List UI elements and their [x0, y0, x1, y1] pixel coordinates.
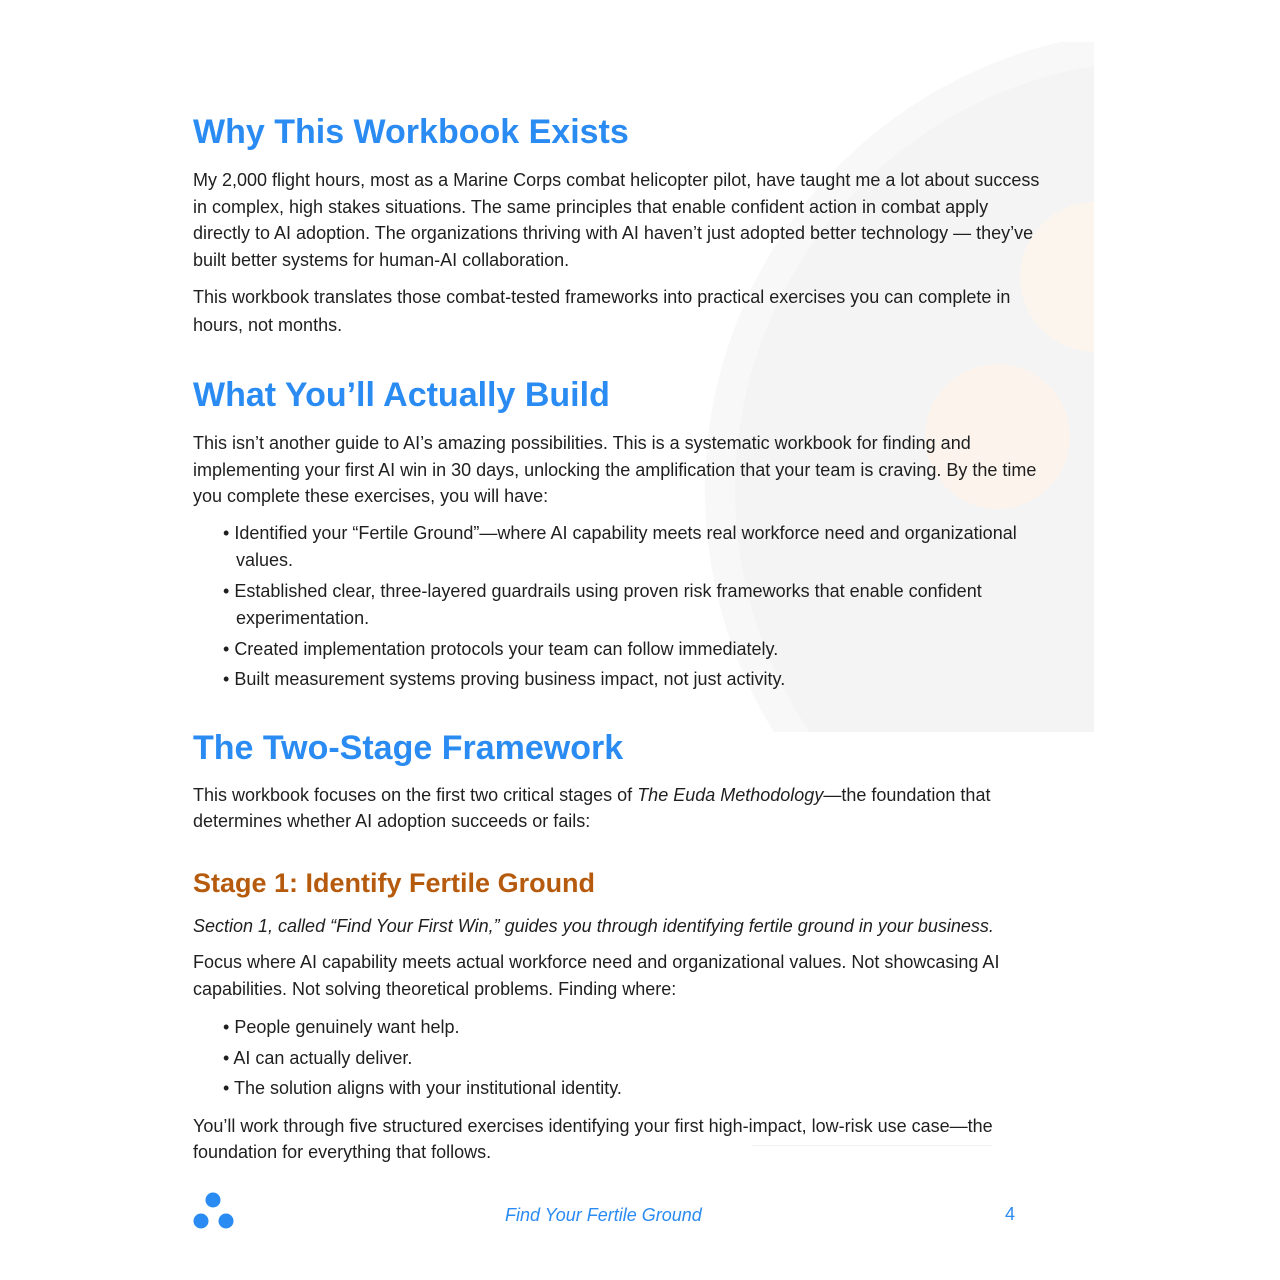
stage1-paragraph-1: Focus where AI capability meets actual workforce need and organizational values. Not showcasing AI capabilities. Not solving theoretical problems. Finding where:: [193, 952, 1000, 999]
framework-text-before: This workbook focuses on the first two critical stages of: [193, 784, 638, 805]
stage1-intro: Section 1, called “Find Your First Win,” guides you through identifying fertile ground in your business.: [193, 915, 994, 936]
heading-build: What You’ll Actually Build: [193, 376, 610, 414]
stage1-bullet-list: [193, 1014, 1043, 1103]
list-item: • Built measurement systems proving business impact, not just activity.: [206, 666, 1043, 694]
list-item: • People genuinely want help.: [206, 1014, 1043, 1042]
why-paragraph-2: This workbook translates those combat-tested frameworks into practical exercises you can complete in hours, not months.: [193, 287, 1011, 335]
build-paragraph-1: This isn’t another guide to AI’s amazing possibilities. This is a systematic workbook for finding and implementing your first AI win in 30 days, unlocking the amplification that your team is craving. By the time you complete these exercises, you will have:: [193, 433, 1037, 506]
build-bullet-list: [193, 520, 1043, 694]
heading-framework: The Two-Stage Framework: [193, 728, 624, 767]
list-item: • Identified your “Fertile Ground”—where AI capability meets real workforce need and organizational values.: [206, 520, 1043, 575]
methodology-name: The Euda Methodology: [637, 784, 824, 805]
stage1-paragraph-2: You’ll work through five structured exercises identifying your first high-impact, low-risk use case—the foundation for everything that follows.: [193, 1115, 993, 1162]
logo-dot-left: [194, 1214, 209, 1229]
list-item: • AI can actually deliver.: [206, 1045, 1043, 1073]
framework-text-after: —the foundation that determines whether AI adoption succeeds or fails:: [193, 784, 991, 831]
heading-stage-1: Stage 1: Identify Fertile Ground: [193, 867, 596, 898]
divider: [752, 1145, 992, 1146]
why-paragraph-1: My 2,000 flight hours, most as a Marine Corps combat helicopter pilot, have taught me a lot about success in complex, high stakes situations. The same principles that enable confident action in combat apply directly to AI adoption. The organizations thriving with AI haven’t just adopted better technology — they’ve built better systems for human-AI collaboration.: [193, 170, 1040, 270]
logo-dot-right: [219, 1214, 234, 1229]
list-item: • Created implementation protocols your team can follow immediately.: [206, 636, 1043, 664]
framework-paragraph: [193, 782, 1043, 835]
logo-dot-top: [206, 1193, 221, 1208]
heading-why: Why This Workbook Exists: [193, 113, 629, 151]
list-item: • The solution aligns with your institutional identity.: [206, 1075, 1043, 1103]
page-number: 4: [1005, 1204, 1016, 1224]
euda-logo-icon: [193, 1192, 235, 1232]
list-item: • Established clear, three-layered guardrails using proven risk frameworks that enable confident experimentation.: [206, 578, 1043, 633]
footer-title: Find Your Fertile Ground: [505, 1205, 702, 1225]
page-content: [193, 110, 1043, 1166]
